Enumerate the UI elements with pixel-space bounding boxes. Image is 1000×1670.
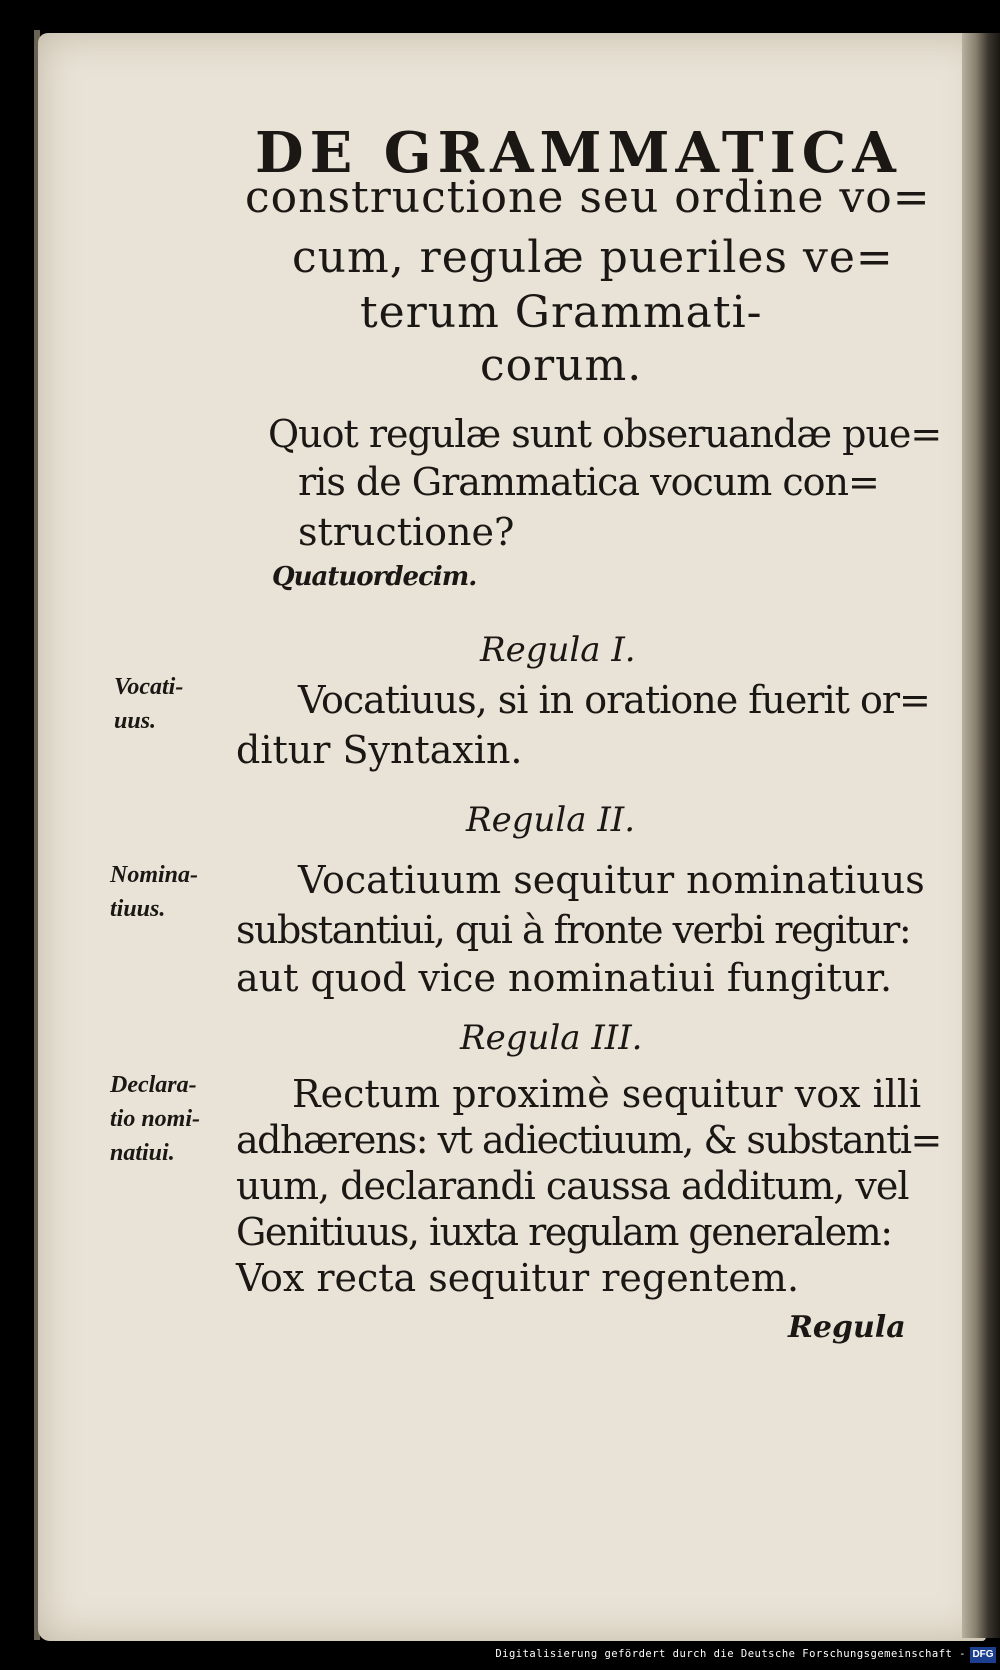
- title-line-5: corum.: [480, 340, 643, 391]
- catchword: Regula: [788, 1310, 906, 1345]
- rule-2-line-2: substantiui, qui à fronte verbi regitur:: [236, 908, 911, 952]
- rule-2-line-3: aut quod vice nominatiui fungitur.: [236, 956, 893, 1000]
- title-line-2: constructione seu ordine vo=: [245, 172, 931, 223]
- rule-1-line-1: Vocatiuus, si in oratione fuerit or=: [298, 678, 930, 722]
- rule-3-line-5: Vox recta sequitur regentem.: [236, 1256, 800, 1300]
- title-line-3: cum, regulæ pueriles ve=: [292, 232, 894, 283]
- rule-2-margin-note: Nomina- tiuus.: [110, 862, 199, 922]
- rule-3-line-4: Genitiuus, iuxta regulam generalem:: [236, 1210, 892, 1254]
- rule-1-margin-note: Vocati- uus.: [114, 674, 184, 734]
- title-heading: DE GRAMMATICA: [255, 120, 902, 186]
- title-line-4: terum Grammati-: [360, 287, 763, 338]
- rule-2-heading: Regula II.: [466, 800, 636, 840]
- rule-1-line-2: ditur Syntaxin.: [236, 728, 523, 772]
- footer-credit: Digitalisierung gefördert durch die Deutsche Forschungsgemeinschaft -: [495, 1648, 966, 1660]
- rule-3-line-1: Rectum proximè sequitur vox illi: [292, 1072, 922, 1116]
- dfg-logo: DFG: [970, 1647, 996, 1663]
- rule-3-heading: Regula III.: [460, 1018, 643, 1058]
- question-line-3: structione?: [298, 510, 515, 554]
- rule-2-line-1: Vocatiuum sequitur nominatiuus: [298, 858, 925, 902]
- rule-3-line-3: uum, declarandi caussa additum, vel: [236, 1164, 909, 1208]
- rule-3-line-2: adhærens: vt adiectiuum, & substanti=: [236, 1118, 941, 1162]
- question-line-2: ris de Grammatica vocum con=: [298, 460, 879, 504]
- rule-1-heading: Regula I.: [480, 630, 636, 670]
- footer-bar: [0, 1644, 1000, 1670]
- question-line-1: Quot regulæ sunt obseruandæ pue=: [268, 412, 942, 456]
- rule-3-margin-note: Declara- tio nomi- natiui.: [110, 1072, 201, 1166]
- answer-text: Quatuordecim.: [272, 562, 477, 592]
- book-spine-edge: [962, 33, 1000, 1638]
